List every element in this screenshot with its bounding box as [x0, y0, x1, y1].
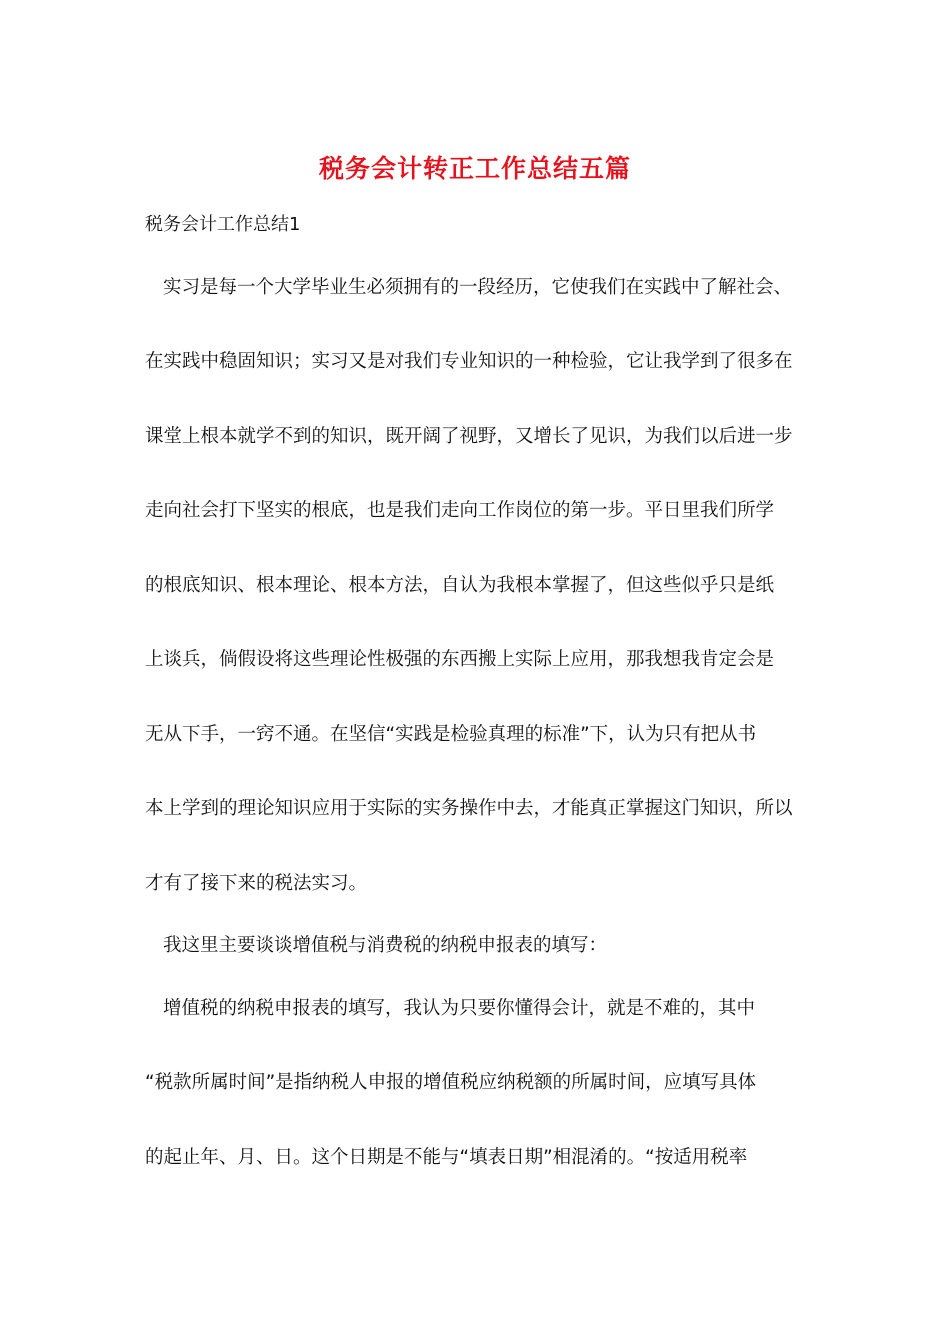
- paragraph-line: 的起止年、月、日。这个日期是不能与“填表日期”相混淆的。“按适用税率: [145, 1147, 748, 1168]
- paragraph-line: 走向社会打下坚实的根底，也是我们走向工作岗位的第一步。平日里我们所学: [145, 500, 775, 521]
- paragraph-line: “税款所属时间”是指纳税人申报的增值税应纳税额的所属时间，应填写具体: [145, 1072, 757, 1093]
- paragraph-line: 的根底知识、根本理论、根本方法，自认为我根本掌握了，但这些似乎只是纸: [145, 575, 775, 596]
- paragraph-line: 我这里主要谈谈增值税与消费税的纳税申报表的填写：: [163, 935, 608, 956]
- paragraph-line: 课堂上根本就学不到的知识，既开阔了视野，又增长了见识，为我们以后进一步: [145, 426, 793, 447]
- document-title: 税务会计转正工作总结五篇: [318, 154, 631, 183]
- paragraph-line: 在实践中稳固知识；实习又是对我们专业知识的一种检验，它让我学到了很多在: [145, 351, 793, 372]
- paragraph-line: 实习是每一个大学毕业生必须拥有的一段经历，它使我们在实践中了解社会、: [163, 277, 793, 298]
- section-heading: 税务会计工作总结1: [145, 214, 301, 235]
- paragraph-line: 无从下手，一窍不通。在坚信“实践是检验真理的标准”下，认为只有把从书: [145, 724, 757, 745]
- paragraph-line: 才有了接下来的税法实习。: [145, 873, 368, 894]
- paragraph-line: 增值税的纳税申报表的填写，我认为只要你懂得会计，就是不难的，其中: [163, 998, 756, 1019]
- paragraph-line: 本上学到的理论知识应用于实际的实务操作中去，才能真正掌握这门知识，所以: [145, 798, 793, 819]
- paragraph-line: 上谈兵，倘假设将这些理论性极强的东西搬上实际上应用，那我想我肯定会是: [145, 649, 775, 670]
